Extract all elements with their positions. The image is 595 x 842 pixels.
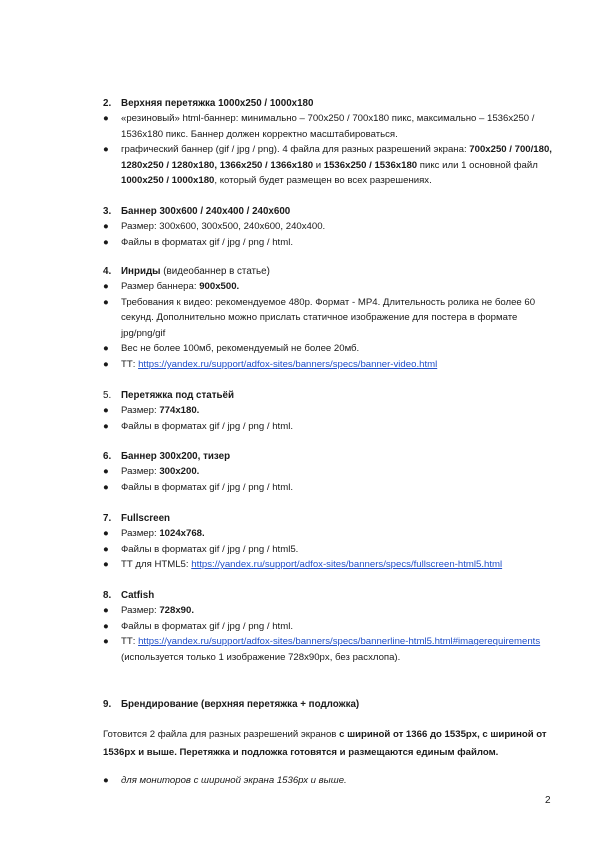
section-heading-2: 2. Верхняя перетяжка 1000х250 / 1000х180 xyxy=(103,98,314,109)
list-item: ● Файлы в форматах gif / jpg / png / html. xyxy=(103,620,293,632)
fullscreen-html5-spec-link[interactable]: https://yandex.ru/support/adfox-sites/banners/specs/fullscreen-html5.html xyxy=(191,559,503,571)
list-item: ● Размер: 728х90. xyxy=(103,605,194,616)
section-6-list xyxy=(103,464,563,495)
section-heading-4: 4. Инриды (видеобаннер в статье) xyxy=(103,266,270,277)
bannerline-html5-spec-link[interactable]: https://yandex.ru/support/adfox-sites/banners/specs/bannerline-html5.html#imagerequirements xyxy=(138,636,541,648)
list-item: ● Размер: 1024х768. xyxy=(103,528,205,539)
page-number: 2 xyxy=(545,795,551,806)
list-item: ● ТТ: https://yandex.ru/support/adfox-sites/banners/specs/bannerline-html5.html#imagerequirements (используется только 1 изображение 728х90px, без расхлопа). xyxy=(103,636,541,663)
list-item: ● Файлы в форматах gif / jpg / png / html. xyxy=(103,481,293,493)
section-heading-8: 8. Catfish xyxy=(103,590,155,601)
section-heading-7: 7. Fullscreen xyxy=(103,513,171,524)
list-item: ● Размер: 774х180. xyxy=(103,405,200,416)
list-item: ● Файлы в форматах gif / jpg / png / html5. xyxy=(103,543,299,555)
section-heading-6: 6. Баннер 300х200, тизер xyxy=(103,451,231,462)
video-banner-spec-link[interactable]: https://yandex.ru/support/adfox-sites/banners/specs/banner-video.html xyxy=(138,358,438,370)
section-7-list xyxy=(103,526,563,573)
list-item: ● ТТ: https://yandex.ru/support/adfox-sites/banners/specs/banner-video.html xyxy=(103,358,438,370)
list-item: ● Требования к видео: рекомендуемое 480p. Формат - MP4. Длительность ролика не более 60 секунд. Дополнительно можно прислать статичное изображение для постера в формате jpg/png/gif xyxy=(103,296,536,339)
list-item: ● Размер баннера: 900х500. xyxy=(103,281,240,292)
section-9-paragraph: Готовится 2 файла для разных разрешений экранов с шириной от 1366 до 1535px, с шириной от 1536px и выше. Перетяжка и подложка готовятся и размещаются единым файлом. xyxy=(103,729,547,758)
section-2-list xyxy=(103,111,563,189)
list-item: ● Файлы в форматах gif / jpg / png / html. xyxy=(103,236,293,248)
section-4-list xyxy=(103,279,563,373)
list-item: ● для мониторов с шириной экрана 1536рх и выше. xyxy=(103,775,347,786)
section-heading-3: 3. Баннер 300х600 / 240х400 / 240х600 xyxy=(103,206,291,217)
section-heading-9: 9. Брендирование (верхняя перетяжка + подложка) xyxy=(103,699,360,710)
list-item: ● Размер: 300х600, 300х500, 240х600, 240х400. xyxy=(103,221,326,232)
list-item: ● Файлы в форматах gif / jpg / png / html. xyxy=(103,420,293,432)
list-item: ● графический баннер (gif / jpg / png). 4 файла для разных разрешений экрана: 700х250 / 700/180, 1280х250 / 1280х180, 1366х250 / 1366х180 и 1536х250 / 1536х180 пикс или 1 основной файл 1000х250 / 1000х180, который будет размещен во всех разрешениях. xyxy=(103,144,552,187)
list-item: ● Вес не более 100мб, рекомендуемый не более 20мб. xyxy=(103,343,360,355)
section-8-list xyxy=(103,603,563,665)
section-9-list xyxy=(103,773,563,789)
section-5-list xyxy=(103,403,563,434)
list-item: ● «резиновый» html-баннер: минимально – 700х250 / 700х180 пикс, максимально – 1536х250 / 1536х180 пикс. Баннер должен корректно масштабироваться. xyxy=(103,113,535,140)
list-item: ● ТТ для HTML5: https://yandex.ru/support/adfox-sites/banners/specs/fullscreen-html5.html xyxy=(103,559,503,571)
section-3-list xyxy=(103,219,563,250)
section-heading-5: 5. Перетяжка под статьёй xyxy=(103,390,235,401)
list-item: ● Размер: 300х200. xyxy=(103,466,200,477)
